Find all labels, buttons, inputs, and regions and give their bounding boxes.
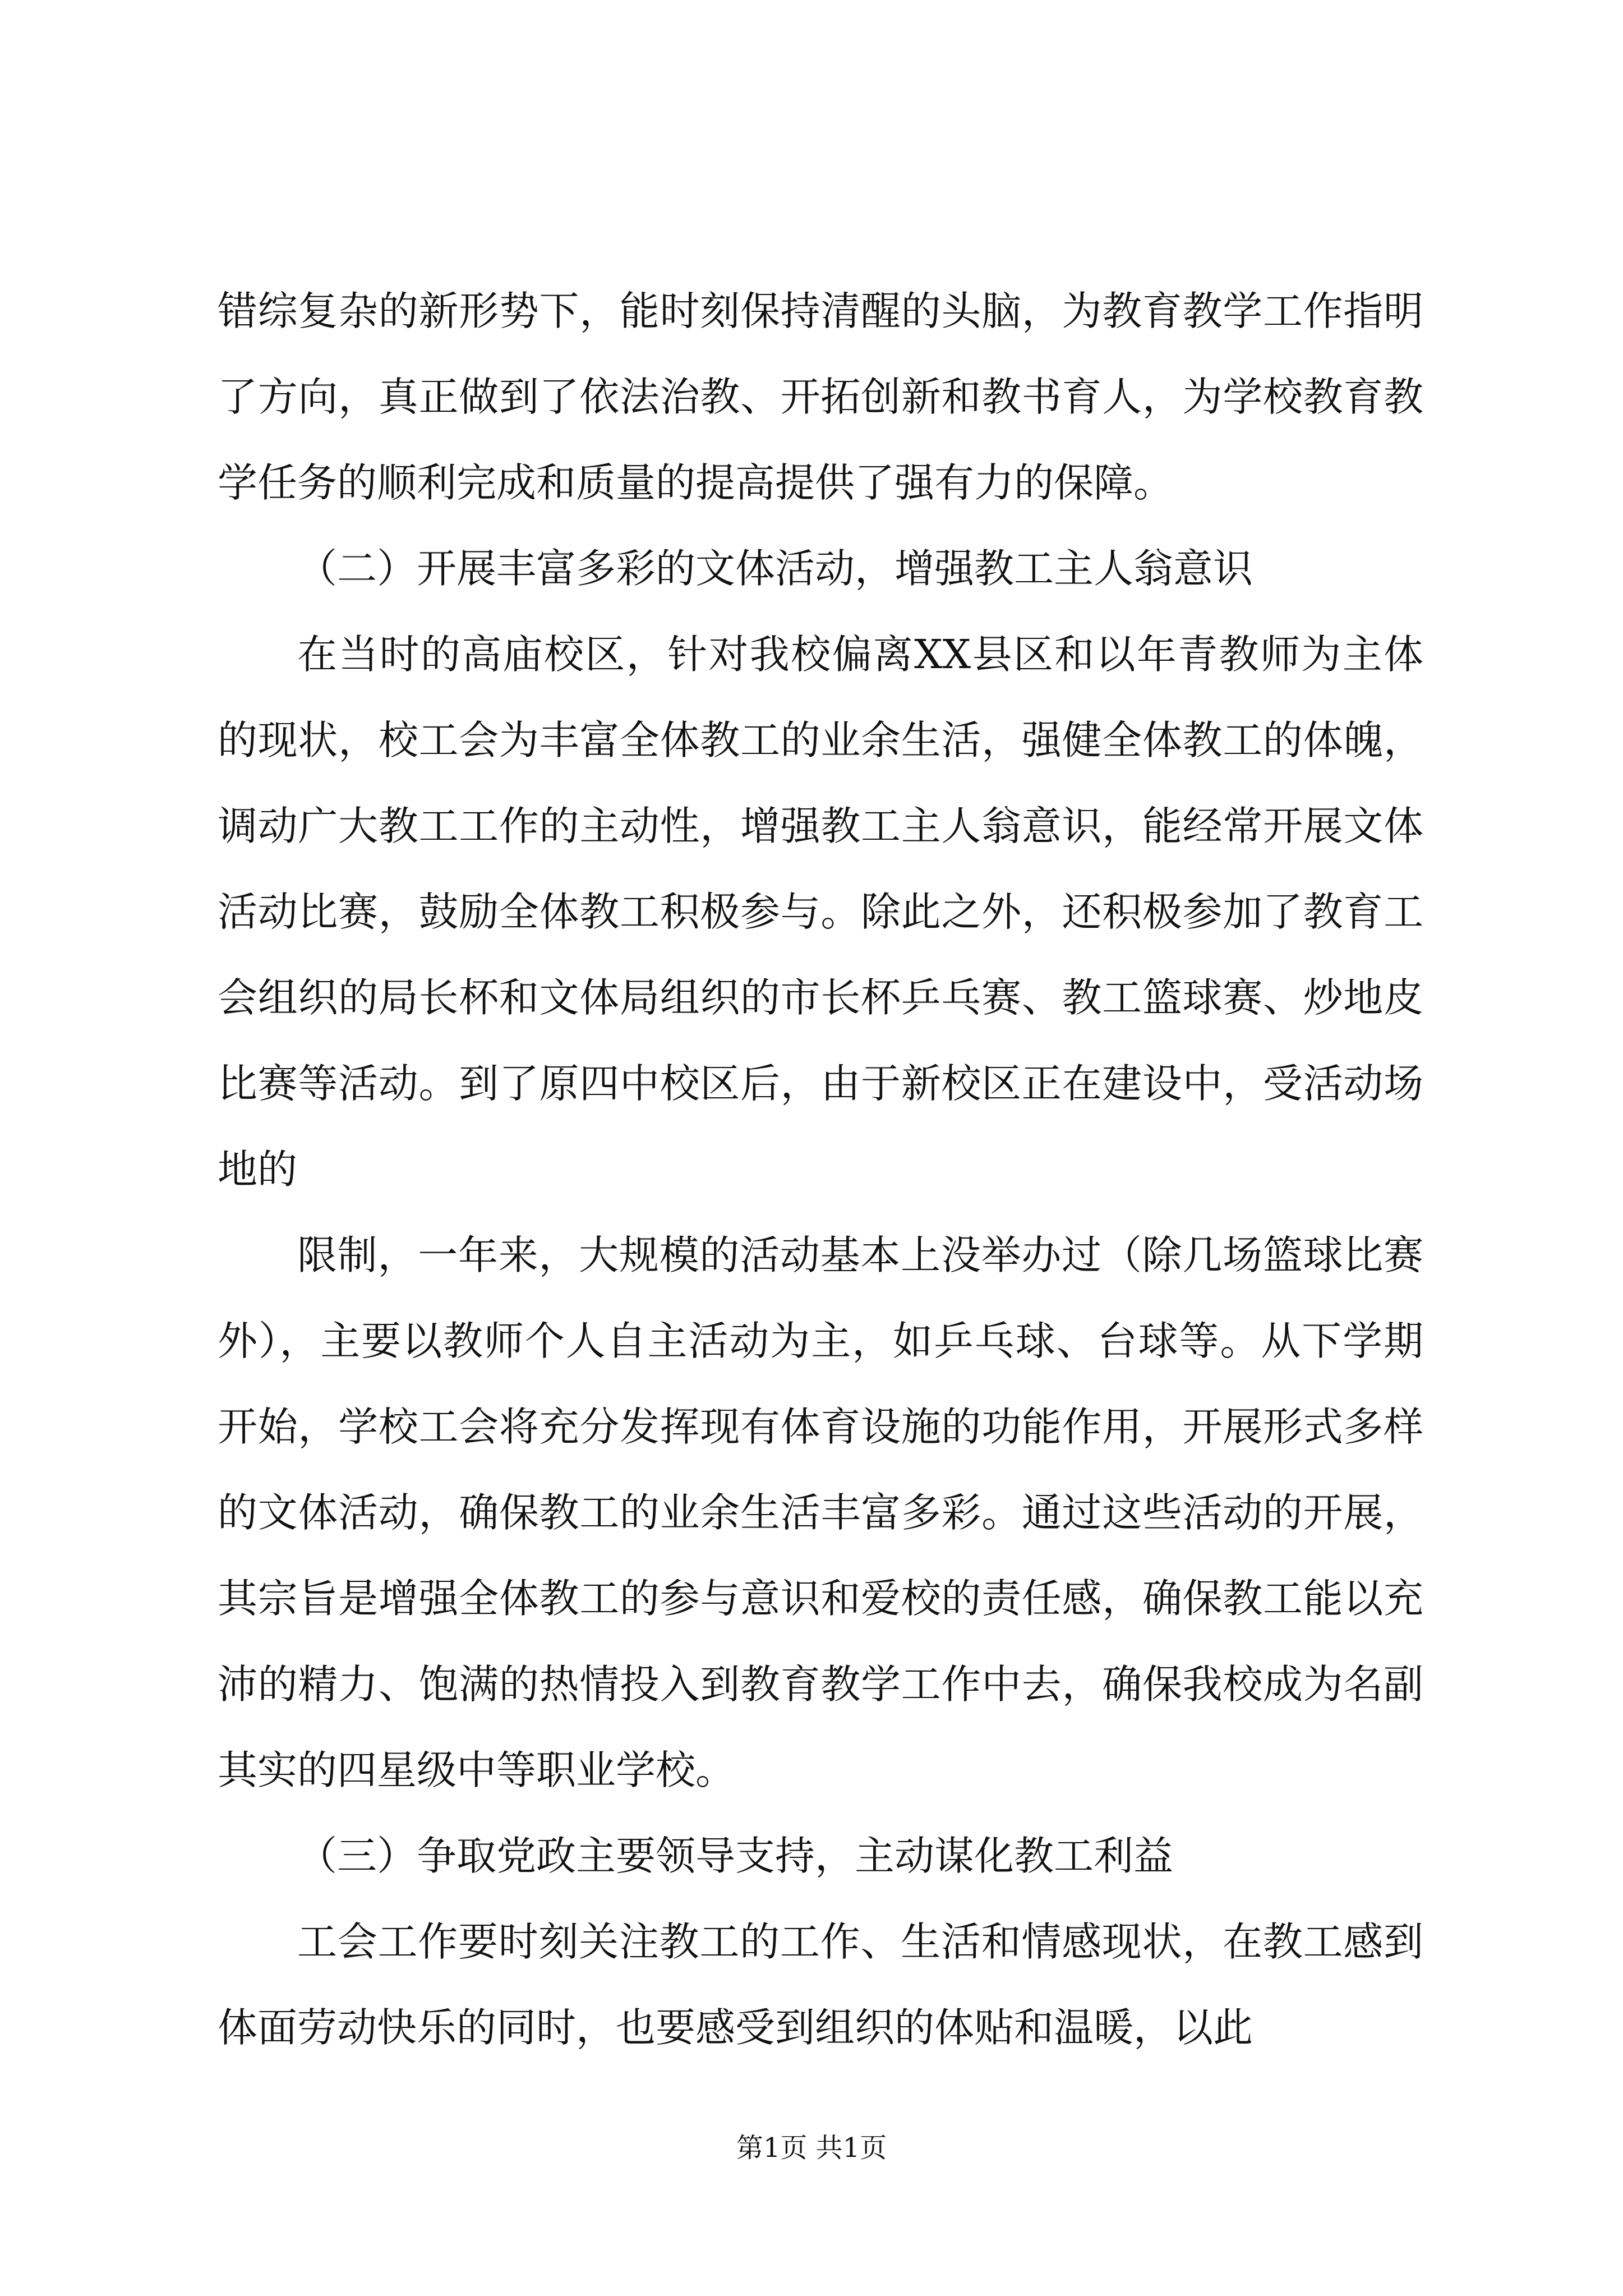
document-body — [218, 268, 1423, 2070]
page-number-footer: 第1页 共1页 — [736, 2132, 887, 2164]
paragraph-activity-limits: 限制，一年来，大规模的活动基本上没举办过（除几场篮球比赛外），主要以教师个人自主活动为主，如乒乓球、台球等。从下学期开始，学校工会将充分发挥现有体育设施的功能作用，开展形式多样的文体活动，确保教工的业余生活丰富多彩。通过这些活动的开展，其宗旨是增强全体教工的参与意识和爱校的责任感，确保教工能以充沛的精力、饱满的热情投入到教育教学工作中去，确保我校成为名副其实的四星级中等职业学校。 — [218, 1232, 1423, 1793]
paragraph-campus-activities: 在当时的高庙校区，针对我校偏离XX县区和以年青教师为主体的现状，校工会为丰富全体教工的业余生活，强健全体教工的体魄，调动广大教工工作的主动性，增强教工主人翁意识，能经常开展文体活动比赛，鼓励全体教工积极参与。除此之外，还积极参加了教育工会组织的局长杯和文体局组织的市长杯乒乓赛、教工篮球赛、炒地皮比赛等活动。到了原四中校区后，由于新校区正在建设中，受活动场地的 — [218, 631, 1423, 1193]
paragraph-continuation: 错综复杂的新形势下，能时刻保持清醒的头脑，为教育教学工作指明了方向，真正做到了依法治教、开拓创新和教书育人，为学校教育教学任务的顺利完成和质量的提高提供了强有力的保障。 — [218, 288, 1423, 506]
paragraph-union-work: 工会工作要时刻关注教工的工作、生活和情感现状，在教工感到体面劳动快乐的同时，也要感受到组织的体贴和温暖，以此 — [218, 1918, 1423, 2051]
section-heading-3: （三）争取党政主要领导支持，主动谋化教工利益 — [297, 1833, 1174, 1879]
section-heading-2: （二）开展丰富多彩的文体活动，增强教工主人翁意识 — [297, 545, 1253, 592]
